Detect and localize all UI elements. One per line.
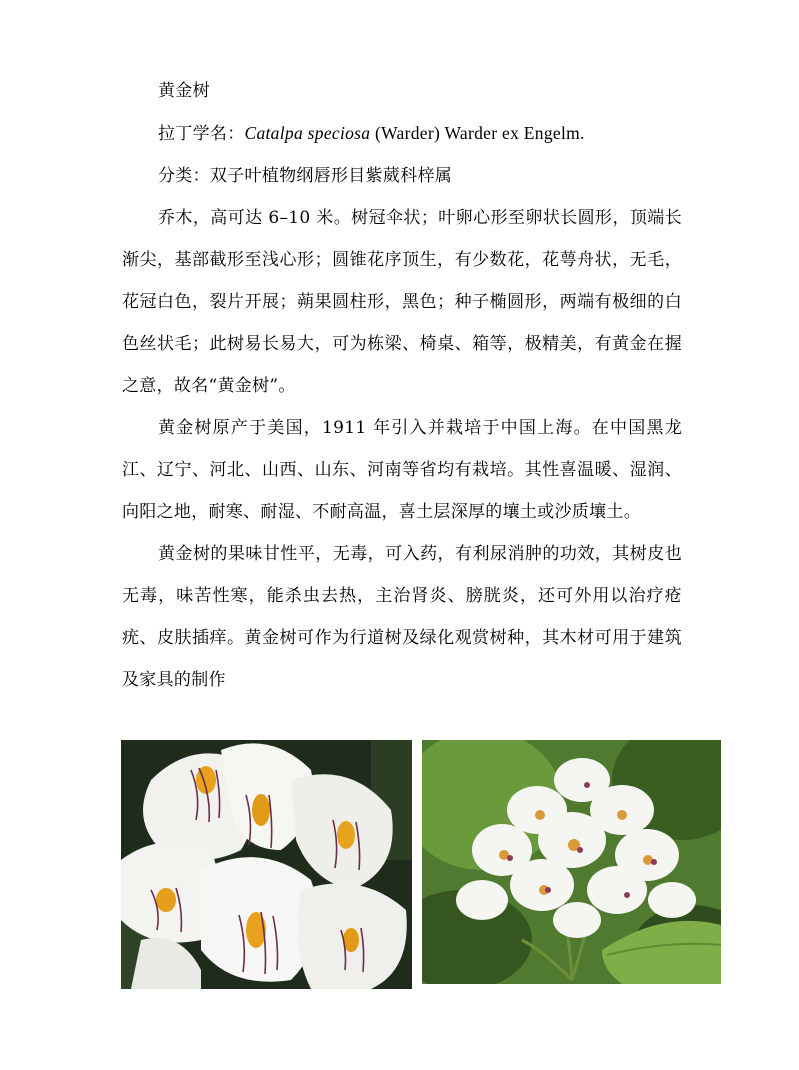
- origin-paragraph: 黄金树原产于美国，1911 年引入并栽培于中国上海。在中国黑龙江、辽宁、河北、山西、山东、河南等省均有栽培。其性喜温暖、湿润、向阳之地，耐寒、耐湿、不耐高温，喜土层深厚的壤土或沙质壤土。: [122, 418, 682, 522]
- uses-paragraph: 黄金树的果味甘性平，无毒，可入药，有利尿消肿的功效，其树皮也无毒，味苦性寒，能杀虫去热，主治肾炎、膀胱炎，还可外用以治疗疮疣、皮肤插痒。黄金树可作为行道树及绿化观赏树种，其木材可用于建筑及家具的制作: [122, 544, 682, 690]
- latin-name-line: [122, 112, 682, 155]
- flower-closeup-image: [121, 740, 412, 989]
- latin-name-label: 拉丁学名：: [158, 124, 245, 144]
- species-title: 黄金树: [158, 81, 210, 101]
- description-paragraph: 乔木，高可达 6–10 米。树冠伞状；叶卵心形至卵状长圆形，顶端长渐尖，基部截形至浅心形；圆锥花序顶生，有少数花，花萼舟状，无毛，花冠白色，裂片开展；蒴果圆柱形，黑色；种子椭圆形，两端有极细的白色丝状毛；此树易长易大，可为栋梁、椅桌、箱等，极精美，有黄金在握之意，故名“黄金树”。: [122, 208, 682, 396]
- latin-authority: (Warder) Warder ex Engelm.: [370, 123, 585, 143]
- classification-line: 分类：双子叶植物纲唇形目紫葳科梓属: [158, 166, 453, 186]
- document-body: [122, 70, 682, 701]
- photo-row: [121, 740, 721, 990]
- flower-cluster-image: [422, 740, 721, 984]
- flower-closeup-photo: [121, 740, 412, 989]
- flower-cluster-photo: [422, 740, 721, 984]
- latin-binomial: Catalpa speciosa: [244, 123, 371, 143]
